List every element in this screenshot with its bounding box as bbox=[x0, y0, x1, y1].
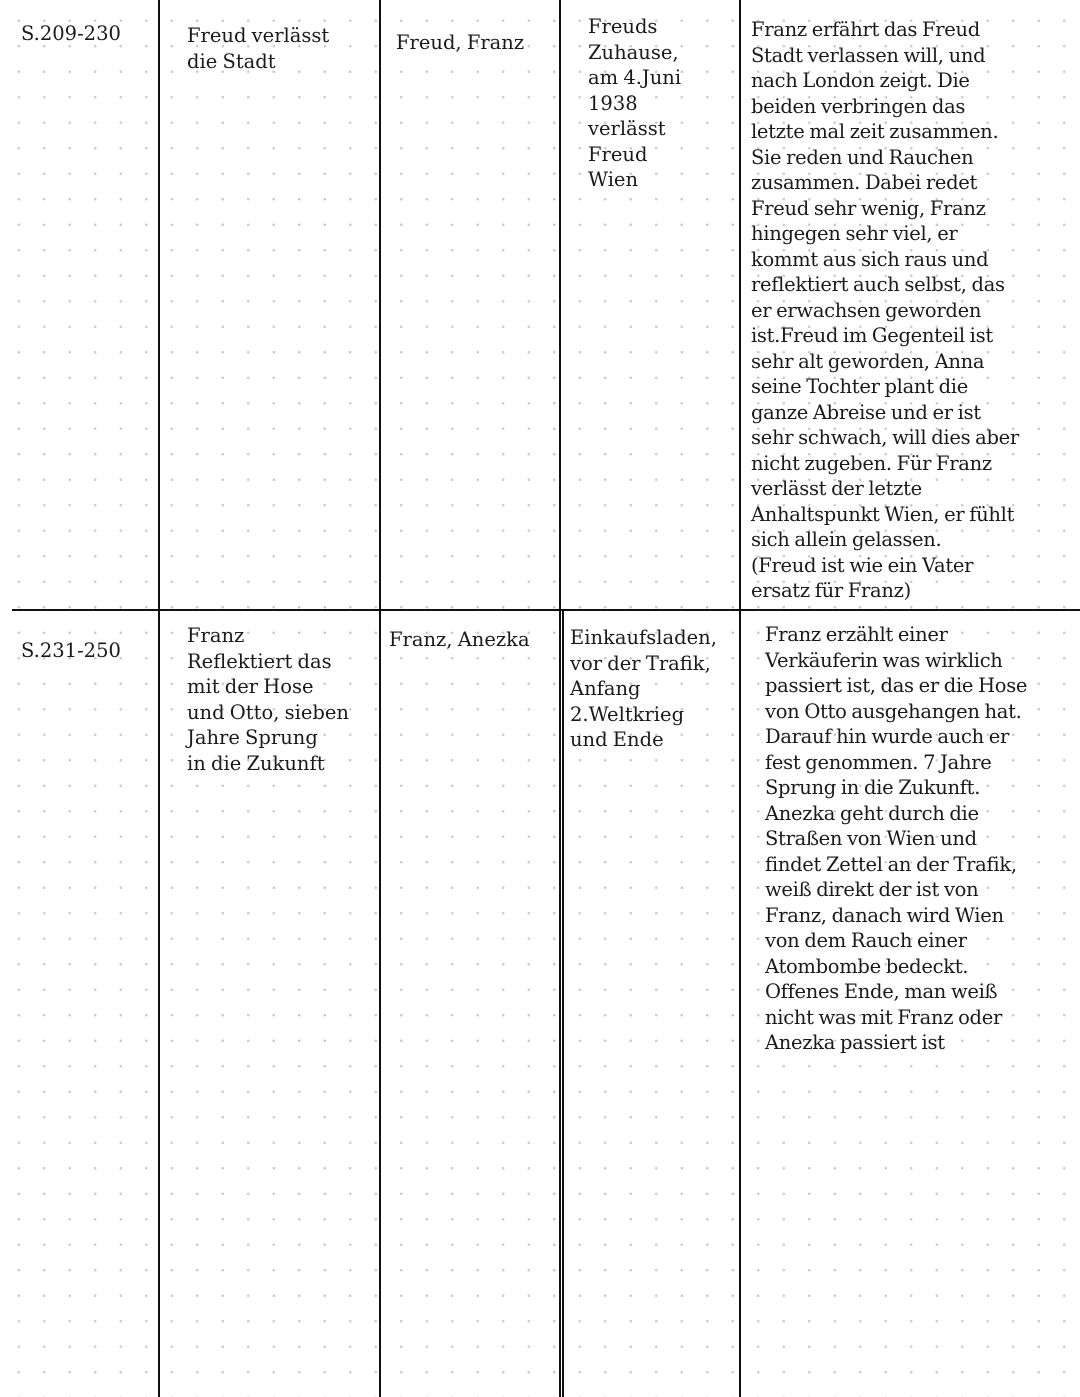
row1-event: Freud verlässt die Stadt bbox=[187, 24, 330, 73]
row1-characters: Freud, Franz bbox=[396, 31, 525, 54]
column-divider-3 bbox=[559, 0, 561, 1397]
row1-summary: Franz erfährt das Freud Stadt verlassen will, und nach London zeigt. Die beiden verbringen das letzte mal zeit zusammen. Sie reden und Rauchen zusammen. Dabei redet Freud sehr wenig, Franz hingegen sehr viel, er kommt aus sich raus und reflektiert auch selbst, das er erwachsen geworden ist.Freud im Gegenteil ist sehr alt geworden, Anna seine Tochter plant die ganze Abreise und er ist sehr schwach, will dies aber nicht zugeben. Für Franz verlässt der letzte Anhaltspunkt Wien, er fühlt sich allein gelassen. (Freud ist wie ein Vater ersatz für Franz) bbox=[751, 18, 1019, 602]
column-divider-4 bbox=[739, 0, 741, 1397]
column-divider-2 bbox=[379, 0, 381, 1397]
row2-pages: S.231-250 bbox=[21, 639, 121, 662]
row2-place-time: Einkaufsladen, vor der Trafik, Anfang 2.Weltkrieg und Ende bbox=[570, 626, 717, 751]
column-divider-3b bbox=[562, 610, 564, 1397]
row2-summary: Franz erzählt einer Verkäuferin was wirklich passiert ist, das er die Hose von Otto ausgehangen hat. Darauf hin wurde auch er fest genommen. 7 Jahre Sprung in die Zukunft. Anezka geht durch die Straßen von Wien und findet Zettel an der Trafik, weiß direkt der ist von Franz, danach wird Wien von dem Rauch einer Atombombe bedeckt. Offenes Ende, man weiß nicht was mit Franz oder Anezka passiert ist bbox=[765, 623, 1028, 1054]
row2-characters: Franz, Anezka bbox=[389, 628, 530, 651]
row1-place-time: Freuds Zuhause, am 4.Juni 1938 verlässt Freud Wien bbox=[588, 15, 682, 191]
row1-pages: S.209-230 bbox=[21, 22, 121, 45]
column-divider-1 bbox=[158, 0, 160, 1397]
row-divider bbox=[12, 609, 1080, 611]
row2-event: Franz Reflektiert das mit der Hose und Otto, sieben Jahre Sprung in die Zukunft bbox=[187, 624, 349, 775]
